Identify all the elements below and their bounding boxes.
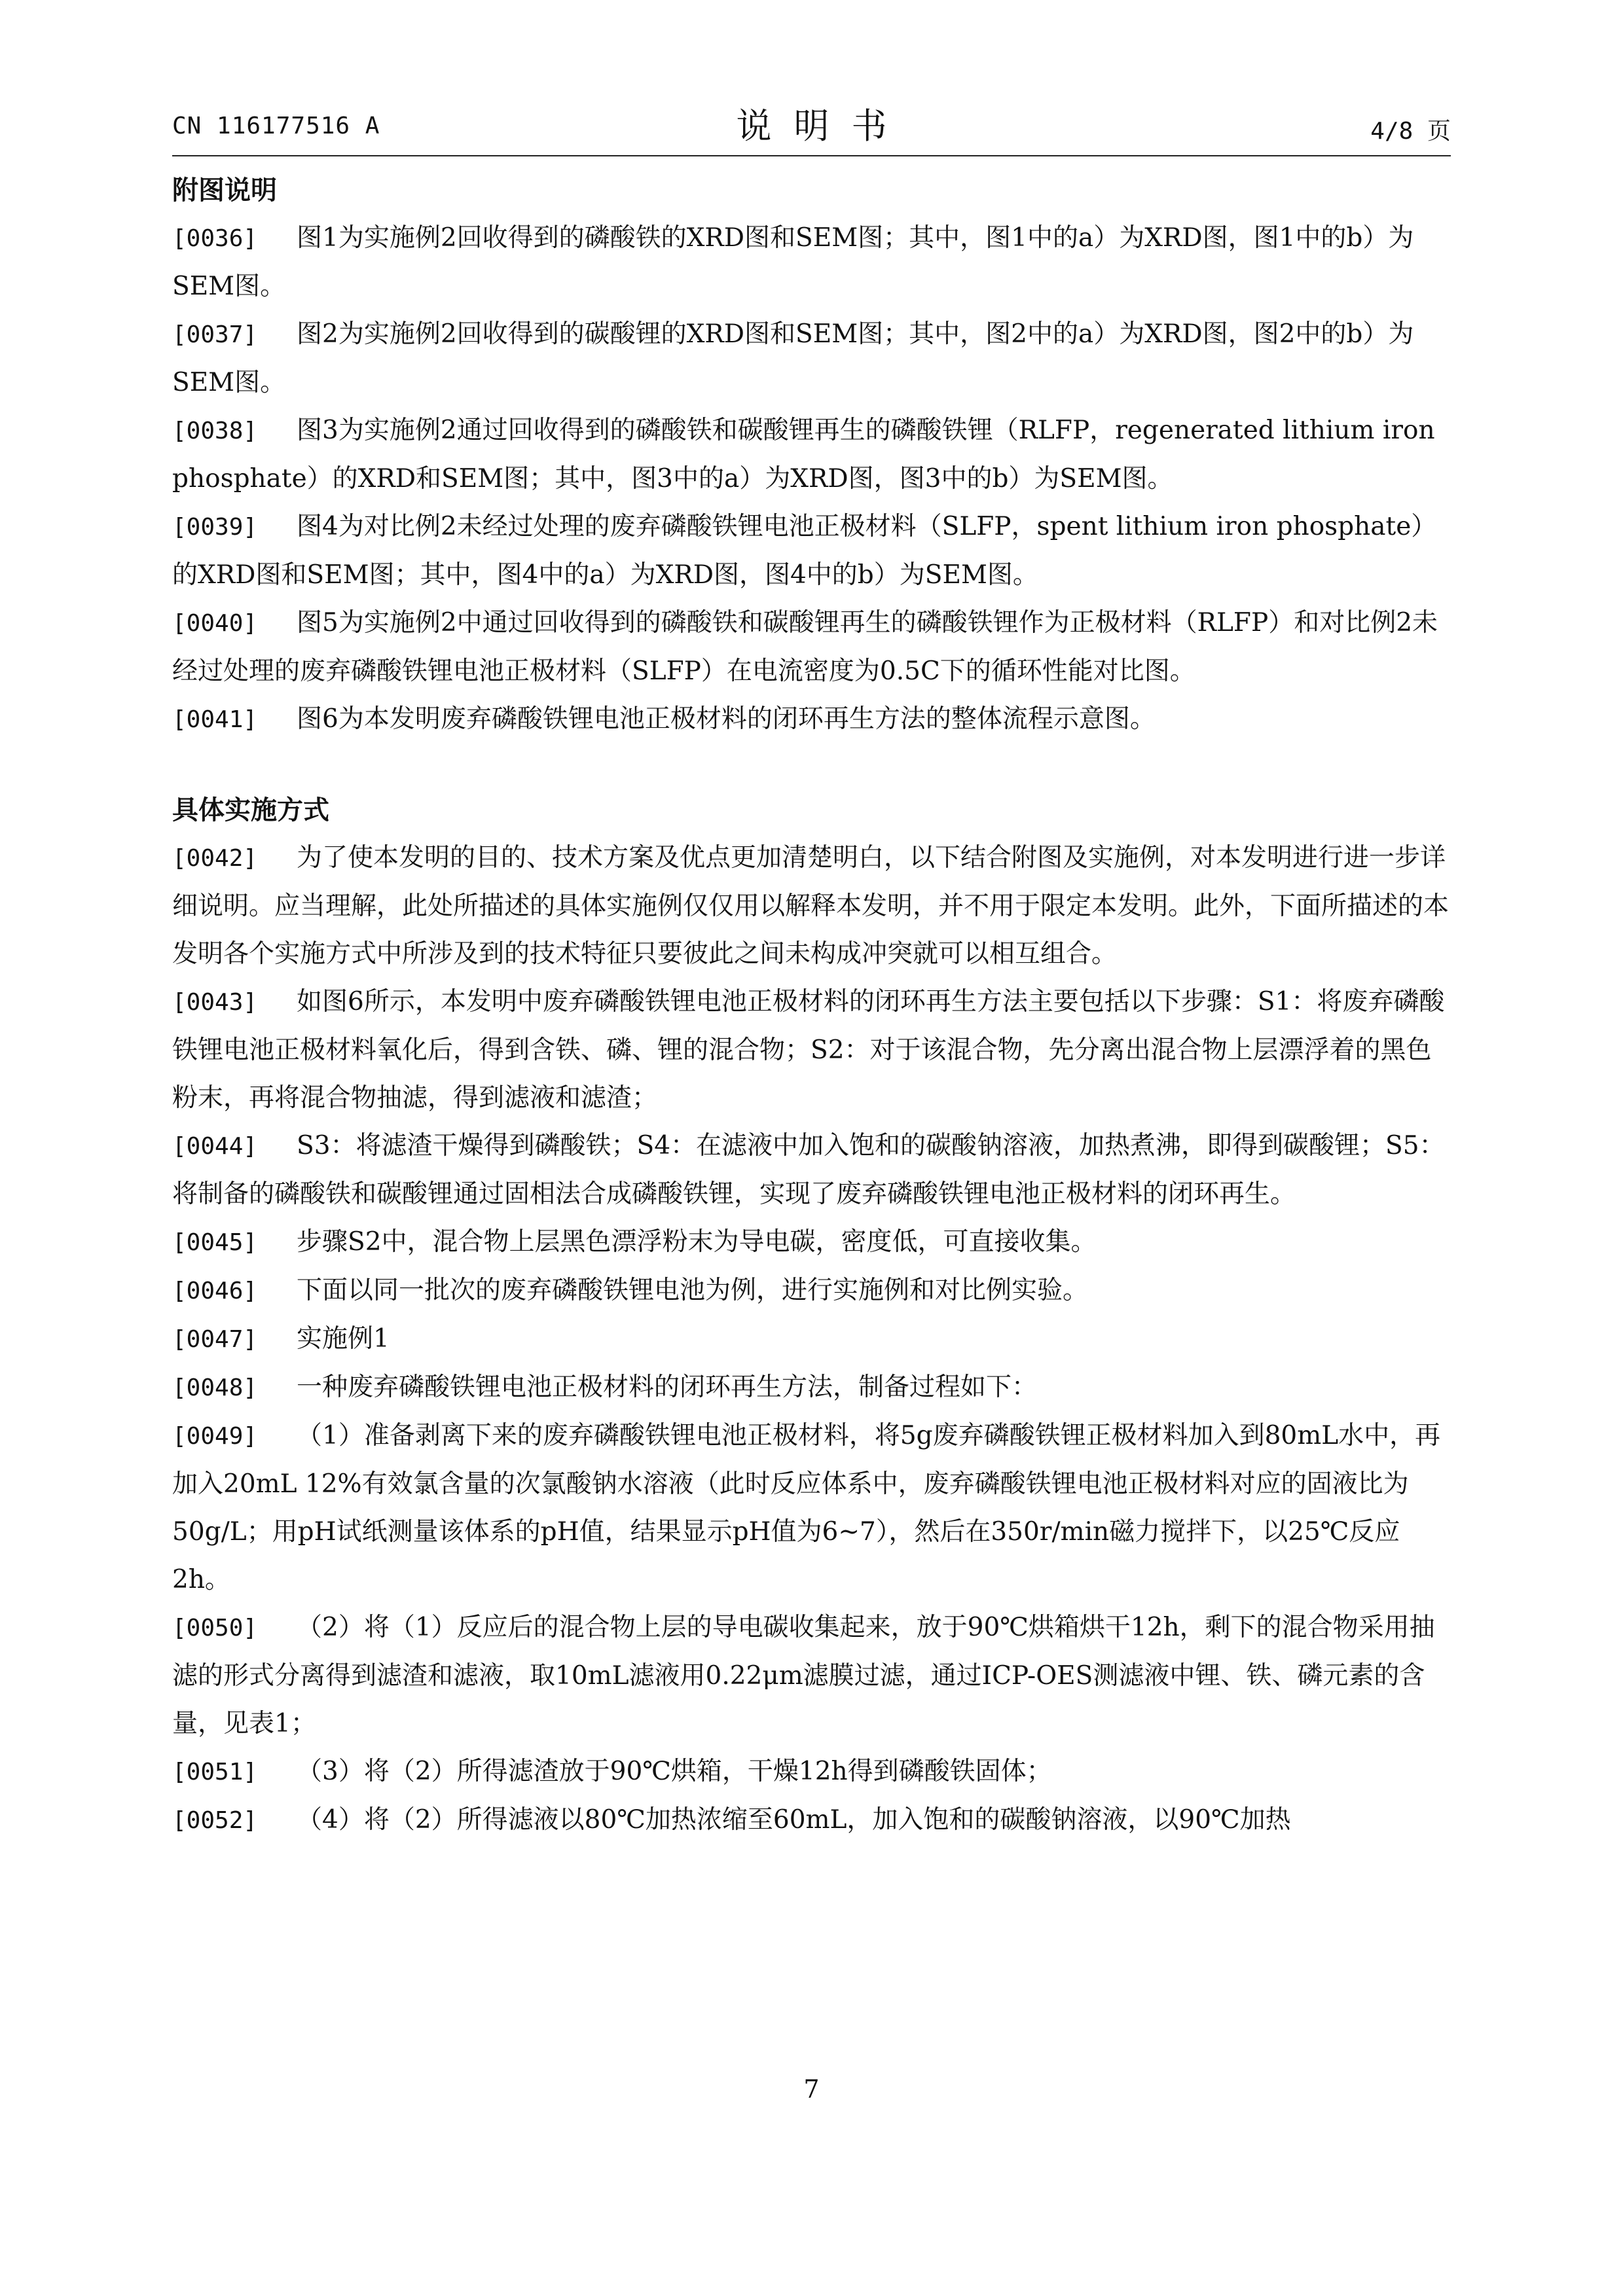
- paragraph: [172, 599, 1451, 695]
- paragraph-number: [0044]: [172, 1133, 258, 1160]
- paragraph-number: [0047]: [172, 1326, 258, 1353]
- paragraph-number: [0048]: [172, 1374, 258, 1401]
- paragraph: [172, 1315, 1451, 1363]
- paragraph-number: [0052]: [172, 1807, 258, 1834]
- paragraph-text: （3）将（2）所得滤渣放于90℃烘箱，干燥12h得到磷酸铁固体；: [297, 1757, 1052, 1786]
- paragraph-text: 一种废弃磷酸铁锂电池正极材料的闭环再生方法，制备过程如下：: [297, 1372, 1038, 1402]
- page-indicator: 4/8 页: [1370, 118, 1451, 145]
- paragraph-text: 下面以同一批次的废弃磷酸铁锂电池为例，进行实施例和对比例实验。: [297, 1276, 1089, 1305]
- paragraph-number: [0036]: [172, 225, 258, 252]
- paragraph-number: [0046]: [172, 1278, 258, 1304]
- paragraph: [172, 1412, 1451, 1604]
- page-header: [172, 98, 1451, 151]
- paragraph: [172, 503, 1451, 599]
- section-heading: 附图说明: [172, 175, 277, 206]
- paragraph-text: （2）将（1）反应后的混合物上层的导电碳收集起来，放于90℃烘箱烘干12h，剩下的混合物采用抽滤的形式分离得到滤渣和滤液，取10mL滤液用0.22μm滤膜过滤，通过ICP-OES测滤液中锂、铁、磷元素的含量，见表1；: [172, 1613, 1435, 1738]
- paragraph: [172, 1363, 1451, 1412]
- page-number: 7: [803, 2075, 820, 2104]
- paragraph-text: （1）准备剥离下来的废弃磷酸铁锂电池正极材料，将5g废弃磷酸铁锂正极材料加入到80mL水中，再加入20mL 12%有效氯含量的次氯酸钠水溶液（此时反应体系中，废弃磷酸铁锂电池正极材料对应的固液比为50g/L；用pH试纸测量该体系的pH值，结果显示pH值为6~7），然后在350r/min磁力搅拌下，以25℃反应2h。: [172, 1421, 1441, 1594]
- paragraph: [172, 978, 1451, 1122]
- paragraph-text: S3：将滤渣干燥得到磷酸铁；S4：在滤液中加入饱和的碳酸钠溶液，加热煮沸，即得到碳酸锂；S5：将制备的磷酸铁和碳酸锂通过固相法合成磷酸铁锂，实现了废弃磷酸铁锂电池正极材料的闭环再生。: [172, 1131, 1445, 1209]
- paragraph: [172, 1122, 1451, 1218]
- paragraph: [172, 1218, 1451, 1266]
- paragraph-number: [0040]: [172, 610, 258, 637]
- paragraph-number: [0042]: [172, 845, 258, 872]
- paragraph-number: [0039]: [172, 514, 258, 541]
- paragraph-text: 图5为实施例2中通过回收得到的磷酸铁和碳酸锂再生的磷酸铁锂作为正极材料（RLFP）和对比例2未经过处理的废弃磷酸铁锂电池正极材料（SLFP）在电流密度为0.5C下的循环性能对比图。: [172, 608, 1438, 686]
- paragraph-number: [0038]: [172, 418, 258, 444]
- document-body: [172, 167, 1451, 1844]
- paragraph-number: [0041]: [172, 706, 258, 733]
- paragraph: [172, 1266, 1451, 1315]
- paragraph-text: 步骤S2中，混合物上层黑色漂浮粉末为导电碳，密度低，可直接收集。: [297, 1227, 1097, 1257]
- paragraph-number: [0037]: [172, 321, 258, 348]
- paragraph-number: [0043]: [172, 989, 258, 1016]
- paragraph: [172, 1604, 1451, 1748]
- paragraph-number: [0045]: [172, 1229, 258, 1256]
- paragraph-text: 图6为本发明废弃磷酸铁锂电池正极材料的闭环再生方法的整体流程示意图。: [297, 704, 1156, 734]
- paragraph: [172, 214, 1451, 310]
- paragraph-text: 图2为实施例2回收得到的碳酸锂的XRD图和SEM图；其中，图2中的a）为XRD图，图2中的b）为SEM图。: [172, 319, 1414, 397]
- paragraph: [172, 1796, 1451, 1844]
- paragraph-text: 实施例1: [297, 1324, 390, 1354]
- paragraph-text: 如图6所示，本发明中废弃磷酸铁锂电池正极材料的闭环再生方法主要包括以下步骤：S1：将废弃磷酸铁锂电池正极材料氧化后，得到含铁、磷、锂的混合物；S2：对于该混合物，先分离出混合物上层漂浮着的黑色粉末，再将混合物抽滤，得到滤液和滤渣；: [172, 987, 1445, 1113]
- paragraph: [172, 310, 1451, 406]
- paragraph-text: 图4为对比例2未经过处理的废弃磷酸铁锂电池正极材料（SLFP，spent lithium iron phosphate）的XRD图和SEM图；其中，图4中的a）为XRD图，图4中的b）为SEM图。: [172, 512, 1437, 590]
- paragraph: [172, 406, 1451, 503]
- publication-number: CN 116177516 A: [172, 113, 380, 139]
- paragraph-number: [0051]: [172, 1759, 258, 1785]
- paragraph-text: 为了使本发明的目的、技术方案及优点更加清楚明白，以下结合附图及实施例，对本发明进行进一步详细说明。应当理解，此处所描述的具体实施例仅仅用以解释本发明，并不用于限定本发明。此外，下面所描述的本发明各个实施方式中所涉及到的技术特征只要彼此之间未构成冲突就可以相互组合。: [172, 843, 1450, 969]
- paragraph-text: （4）将（2）所得滤液以80℃加热浓缩至60mL，加入饱和的碳酸钠溶液，以90℃加热: [297, 1805, 1291, 1835]
- paragraph-number: [0049]: [172, 1423, 258, 1450]
- paragraph-text: 图1为实施例2回收得到的磷酸铁的XRD图和SEM图；其中，图1中的a）为XRD图，图1中的b）为SEM图。: [172, 223, 1414, 301]
- paragraph: [172, 695, 1451, 744]
- paragraph-number: [0050]: [172, 1615, 258, 1641]
- paragraph-text: 图3为实施例2通过回收得到的磷酸铁和碳酸锂再生的磷酸铁锂（RLFP，regenerated lithium iron phosphate）的XRD和SEM图；其中，图3中的a）为XRD图，图3中的b）为SEM图。: [172, 416, 1435, 493]
- document-title: 说明书: [736, 105, 909, 147]
- paragraph: [172, 1748, 1451, 1796]
- section-heading: 具体实施方式: [172, 795, 329, 825]
- header-rule: [172, 155, 1451, 156]
- paragraph: [172, 834, 1451, 978]
